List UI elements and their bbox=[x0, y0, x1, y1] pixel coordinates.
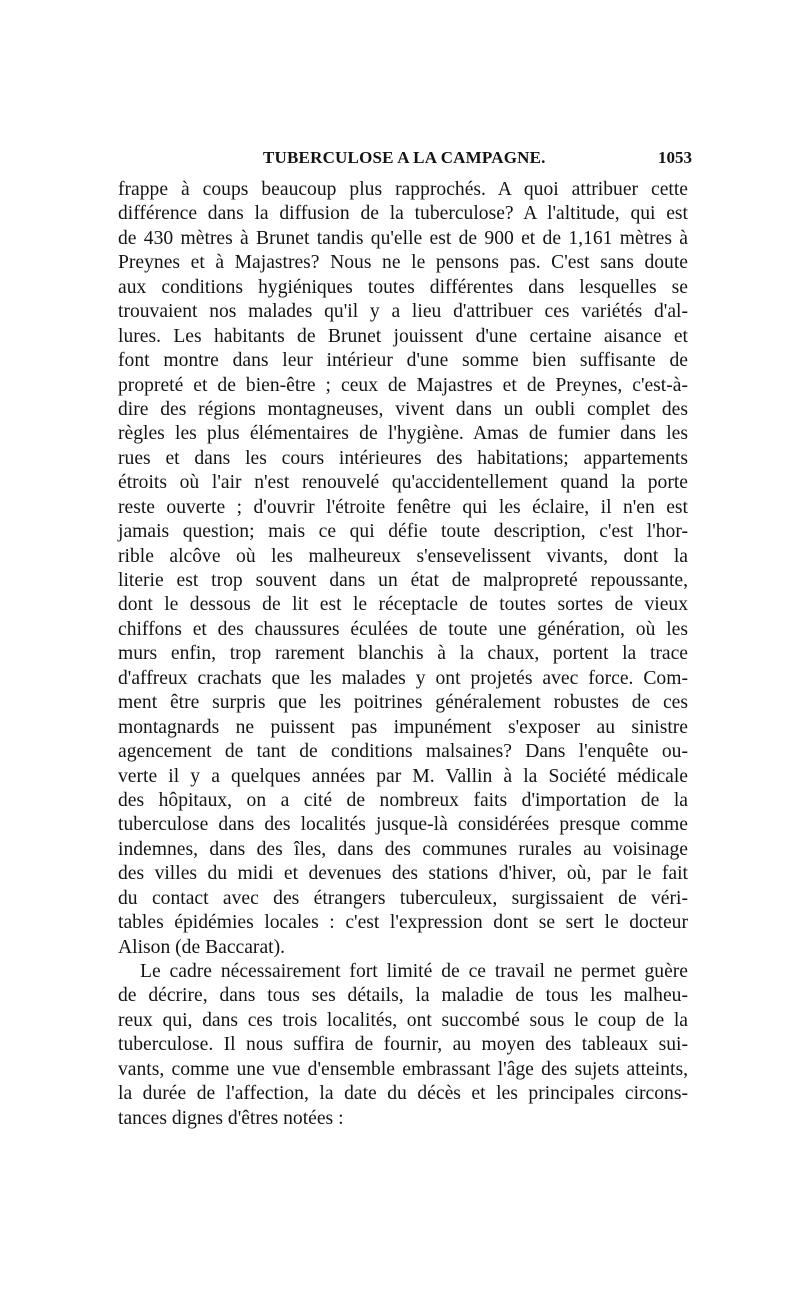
text-line: Alison (de Baccarat). bbox=[118, 936, 286, 958]
text-line: dont le dessous de lit est le réceptacle de toutes sortes de vieux bbox=[118, 594, 688, 616]
text-line: la durée de l'affection, la date du décès et les principales circons- bbox=[118, 1083, 688, 1105]
text-line: rues et dans les cours intérieures des habitations; appartements bbox=[118, 447, 688, 469]
text-line: aux conditions hygiéniques toutes différentes dans lesquelles se bbox=[118, 276, 688, 298]
text-line: literie est trop souvent dans un état de malpropreté repoussante, bbox=[118, 570, 688, 591]
text-line: reste ouverte ; d'ouvrir l'étroite fenêtre qui les éclaire, il n'en est bbox=[118, 496, 688, 518]
text-line: lures. Les habitants de Brunet jouissent d'une certaine aisance et bbox=[118, 325, 688, 347]
text-line: vants, comme une vue d'ensemble embrassant l'âge des sujets atteints, bbox=[118, 1058, 688, 1080]
text-line: Le cadre nécessairement fort limité de ce travail ne permet guère bbox=[140, 961, 688, 982]
text-line: murs enfin, trop rarement blanchis à la chaux, portent la trace bbox=[118, 643, 688, 665]
text-line: chiffons et des chaussures éculées de toute une génération, où les bbox=[118, 618, 688, 640]
text-line: des villes du midi et devenues des stations d'hiver, où, par le fait bbox=[118, 863, 688, 885]
body-text bbox=[118, 178, 688, 1131]
text-line: montagnards ne puissent pas impunément s'exposer au sinistre bbox=[118, 716, 688, 738]
text-line: d'affreux crachats que les malades y ont projetés avec force. Com- bbox=[118, 667, 688, 689]
text-line: du contact avec des étrangers tuberculeux, surgissaient de véri- bbox=[118, 887, 688, 909]
paragraph bbox=[118, 178, 688, 960]
text-line: frappe à coups beaucoup plus rapprochés. A quoi attribuer cette bbox=[118, 179, 688, 200]
text-line: ment être surpris que les poitrines généralement robustes de ces bbox=[118, 692, 688, 714]
text-line: font montre dans leur intérieur d'une somme bien suffisante de bbox=[118, 350, 688, 372]
text-line: trouvaient nos malades qu'il y a lieu d'attribuer ces variétés d'al- bbox=[118, 301, 688, 323]
text-line: indemnes, dans des îles, dans des communes rurales au voisinage bbox=[118, 838, 688, 860]
text-line: tables épidémies locales : c'est l'expression dont se sert le docteur bbox=[118, 912, 688, 934]
text-line: différence dans la diffusion de la tuberculose? A l'altitude, qui est bbox=[118, 203, 688, 225]
paragraph bbox=[118, 960, 688, 1131]
page-number: 1053 bbox=[658, 148, 692, 167]
text-line: des hôpitaux, on a cité de nombreux faits d'importation de la bbox=[118, 789, 688, 811]
text-line: de 430 mètres à Brunet tandis qu'elle est de 900 et de 1,161 mètres à bbox=[118, 227, 688, 249]
running-title: TUBERCULOSE A LA CAMPAGNE. bbox=[263, 148, 546, 167]
text-line: tuberculose dans des localités jusque-là considérées presque comme bbox=[118, 814, 688, 836]
text-line: Preynes et à Majastres? Nous ne le pensons pas. C'est sans doute bbox=[118, 252, 688, 274]
text-line: jamais question; mais ce qui défie toute description, c'est l'hor- bbox=[118, 521, 688, 543]
text-line: propreté et de bien-être ; ceux de Majastres et de Preynes, c'est-à- bbox=[118, 374, 688, 396]
text-line: rible alcôve où les malheureux s'ensevelissent vivants, dont la bbox=[118, 545, 688, 567]
text-line: tances dignes d'êtres notées : bbox=[118, 1107, 344, 1129]
text-line: dire des régions montagneuses, vivent dans un oubli complet des bbox=[118, 398, 688, 420]
text-line: règles les plus élémentaires de l'hygiène. Amas de fumier dans les bbox=[118, 423, 688, 445]
text-line: agencement de tant de conditions malsaines? Dans l'enquête ou- bbox=[118, 741, 688, 763]
text-line: reux qui, dans ces trois localités, ont succombé sous le coup de la bbox=[118, 1009, 688, 1031]
text-line: verte il y a quelques années par M. Vallin à la Société médicale bbox=[118, 765, 688, 787]
text-line: tuberculose. Il nous suffira de fournir, au moyen des tableaux sui- bbox=[118, 1034, 688, 1056]
running-header bbox=[118, 148, 692, 172]
text-line: de décrire, dans tous ses détails, la maladie de tous les malheu- bbox=[118, 985, 688, 1007]
text-line: étroits où l'air n'est renouvelé qu'accidentellement quand la porte bbox=[118, 472, 688, 494]
